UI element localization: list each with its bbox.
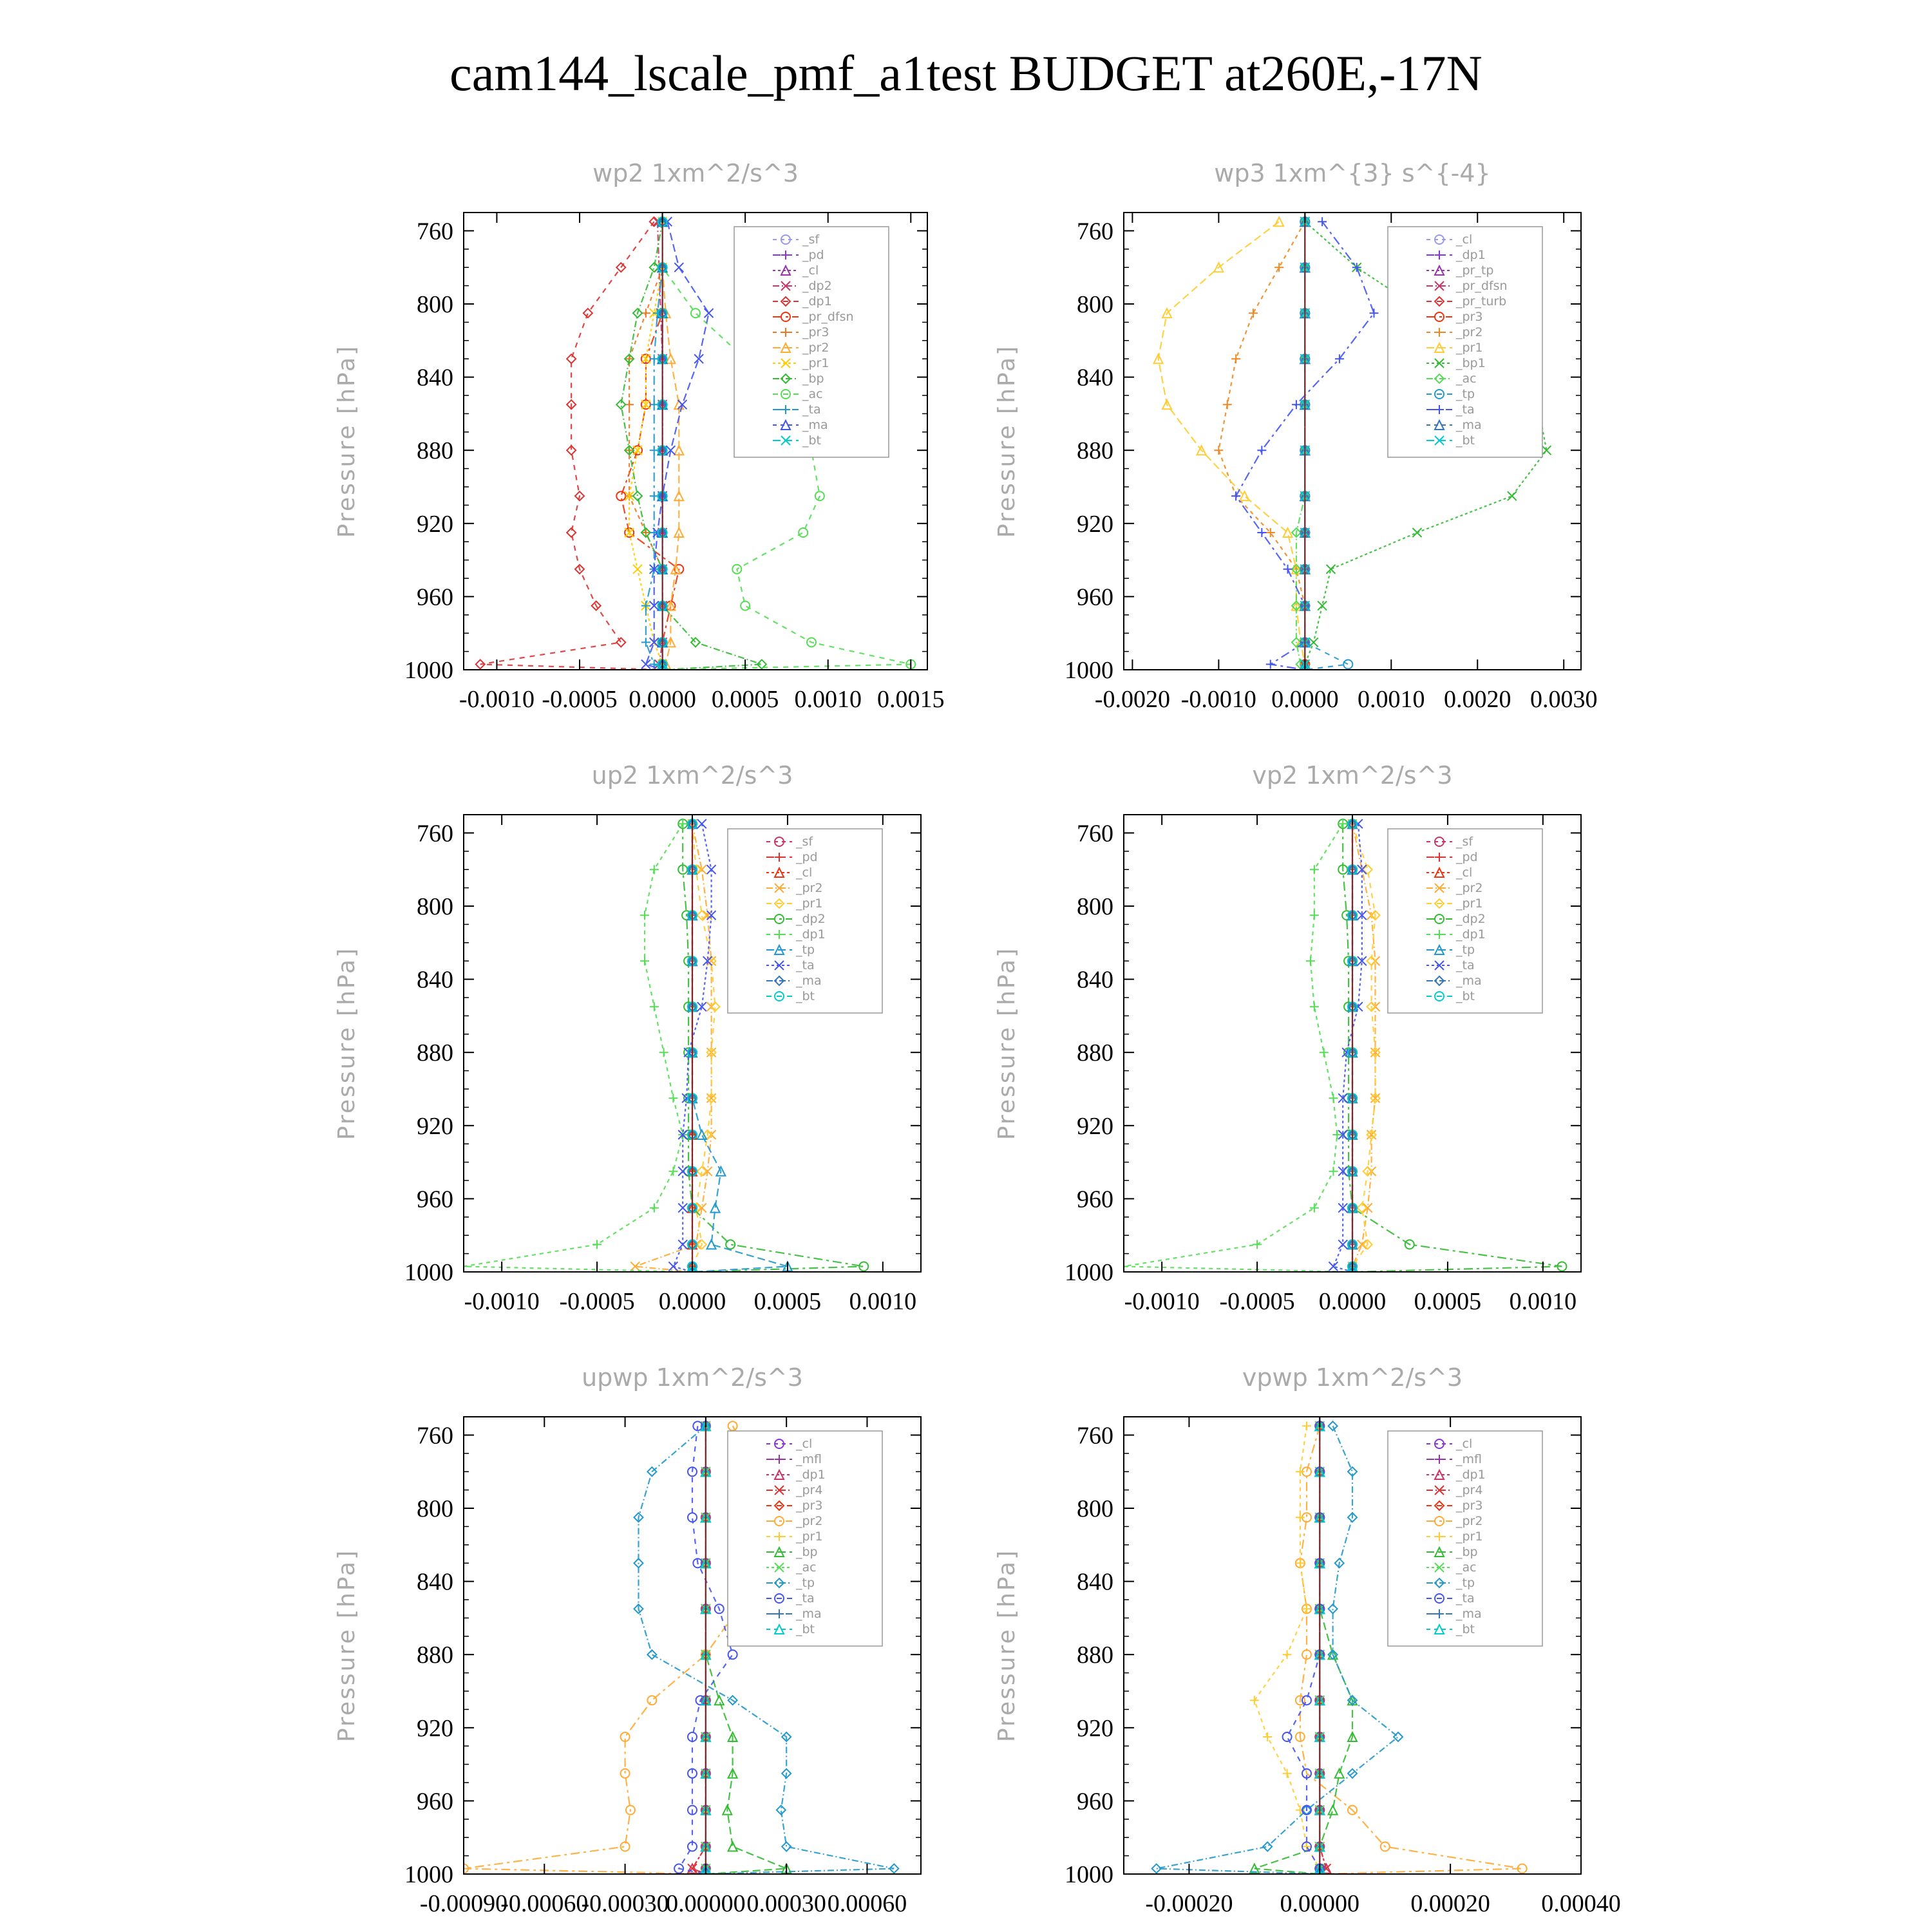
series-line_pr2	[635, 824, 711, 1272]
y-tick-label: 960	[1077, 583, 1113, 611]
x-tick-label: 0.0010	[849, 1288, 917, 1315]
x-tick-label: -0.00060	[500, 1890, 589, 1917]
panel-title: upwp 1xm^2/s^3	[582, 1363, 803, 1392]
legend-label: _ac	[802, 387, 823, 401]
legend-label: _pr3	[1456, 1499, 1483, 1513]
data-point_dp1	[650, 1204, 659, 1213]
legend-label: _bt	[1456, 989, 1475, 1003]
data-point_pr1	[1302, 1421, 1311, 1430]
y-tick-label: 960	[417, 1788, 453, 1815]
series-line_pr1	[1159, 222, 1305, 670]
data-point_ta	[1257, 528, 1266, 537]
legend-label: _sf	[802, 232, 820, 247]
data-point_ac	[641, 638, 650, 647]
x-tick-label: -0.0005	[1219, 1288, 1295, 1315]
y-axis-label: Pressure [hPa]	[994, 946, 1020, 1141]
data-point_pr2	[1223, 400, 1232, 409]
legend-label: _pr2	[796, 881, 823, 895]
data-point_ta	[697, 819, 706, 828]
x-tick-label: 0.0005	[1414, 1288, 1482, 1315]
y-tick-label: 880	[417, 437, 453, 465]
panel-title: vp2 1xm^2/s^3	[1252, 761, 1453, 790]
legend-label: _cl	[796, 1437, 813, 1451]
legend-label: _dp1	[796, 1468, 826, 1482]
y-tick-label: 920	[417, 510, 453, 538]
y-tick-label: 800	[1077, 893, 1113, 920]
legend-label: _dp1	[1456, 248, 1486, 262]
x-tick-label: 0.00060	[827, 1890, 907, 1917]
legend-label: _pr2	[1456, 881, 1483, 895]
legend-label: _pr1	[1456, 896, 1483, 911]
legend-label: _bt	[796, 1622, 815, 1636]
y-tick-label: 880	[417, 1039, 453, 1067]
data-point_bp1	[1327, 565, 1336, 574]
x-tick-label: 0.00040	[1541, 1890, 1621, 1917]
y-tick-label: 920	[1077, 510, 1113, 538]
y-tick-label: 800	[417, 291, 453, 318]
series-line_dp1	[464, 824, 692, 1272]
series-line_pr2	[464, 1426, 759, 1874]
y-axis-label: Pressure [hPa]	[334, 1548, 360, 1743]
series-line_tp	[1157, 1426, 1398, 1874]
legend-label: _pr2	[1456, 1514, 1483, 1528]
legend-label: _pr1	[1456, 341, 1483, 355]
legend-label: _pr3	[802, 325, 829, 339]
legend-label: _mfl	[796, 1452, 822, 1466]
y-tick-label: 840	[417, 966, 453, 994]
y-tick-label: 800	[417, 893, 453, 920]
legend-label: _bp	[802, 372, 824, 386]
y-tick-label: 800	[1077, 1495, 1113, 1522]
y-tick-label: 840	[1077, 966, 1113, 994]
data-point_dp1	[650, 1002, 659, 1011]
y-tick-label: 1000	[404, 1259, 453, 1286]
legend-label: _pr_dfsn	[802, 310, 854, 324]
legend-label: _dp2	[796, 912, 826, 926]
data-point_bp	[1335, 1769, 1344, 1778]
data-point_ta	[678, 1240, 687, 1249]
data-point_dp1	[616, 638, 625, 647]
data-point_ta	[668, 1262, 677, 1271]
data-point_pr1	[633, 565, 642, 574]
panel-title: up2 1xm^2/s^3	[591, 761, 793, 790]
data-point_pr2	[1358, 1240, 1367, 1249]
panel-wp3	[994, 159, 1597, 713]
x-tick-label: -0.0010	[459, 686, 535, 713]
y-tick-label: 760	[417, 1422, 453, 1450]
y-tick-label: 800	[417, 1495, 453, 1522]
x-tick-label: 0.0000	[629, 686, 696, 713]
panel-vp2	[994, 761, 1581, 1315]
legend-label: _bt	[802, 433, 822, 448]
legend-label: _dp1	[802, 294, 832, 308]
data-point_dp1	[1253, 1240, 1262, 1249]
y-tick-label: 840	[417, 364, 453, 392]
x-tick-label: -0.00090	[419, 1890, 508, 1917]
legend-label: _ta	[1456, 1591, 1475, 1605]
data-point_tp	[1329, 1421, 1338, 1430]
data-point_pr1	[1283, 1769, 1292, 1778]
data-point_bp1	[1508, 491, 1517, 500]
data-point_bp	[728, 1842, 737, 1851]
x-tick-label: 0.0030	[1530, 686, 1598, 713]
data-point_pr2	[1274, 263, 1283, 272]
legend-label: _pr1	[796, 1530, 823, 1544]
legend-label: _pr4	[796, 1483, 823, 1497]
legend-label: _mfl	[1456, 1452, 1482, 1466]
data-point_tp	[707, 1240, 716, 1249]
y-tick-label: 880	[417, 1642, 453, 1669]
y-tick-label: 920	[417, 1714, 453, 1742]
x-tick-label: -0.00020	[1145, 1890, 1233, 1917]
legend	[728, 829, 882, 1013]
legend-label: _cl	[802, 263, 819, 278]
legend-label: _ma	[796, 974, 822, 988]
data-point_dp1	[1310, 1002, 1319, 1011]
y-tick-label: 960	[417, 1186, 453, 1213]
y-tick-label: 760	[1077, 218, 1113, 245]
legend-label: _bp1	[1456, 356, 1486, 370]
y-tick-label: 840	[417, 1568, 453, 1596]
panel-upwp	[334, 1363, 921, 1917]
data-point_dp1	[1329, 1094, 1338, 1103]
x-tick-label: 0.0005	[711, 686, 779, 713]
data-point_dp1	[640, 956, 649, 965]
y-tick-label: 800	[1077, 291, 1113, 318]
data-point_ta	[1302, 1696, 1311, 1705]
legend-label: _bp	[796, 1545, 818, 1559]
legend-label: _ma	[1456, 418, 1482, 432]
legend	[1388, 1431, 1542, 1646]
y-tick-label: 1000	[404, 1861, 453, 1888]
data-point_ta	[641, 659, 650, 668]
x-tick-label: 0.0000	[1318, 1288, 1387, 1315]
y-tick-label: 1000	[1065, 1861, 1113, 1888]
data-point_bp1	[1318, 601, 1327, 611]
y-axis-label: Pressure [hPa]	[334, 344, 360, 538]
legend-label: _ma	[1456, 1607, 1482, 1621]
data-point_tp	[697, 1130, 706, 1139]
figure-title: cam144_lscale_pmf_a1test BUDGET at260E,-17N	[450, 45, 1482, 101]
data-point_dp1	[1310, 911, 1319, 920]
legend-label: _tp	[796, 1576, 815, 1590]
legend-label: _pr2	[1456, 325, 1483, 339]
legend-label: _pr4	[1456, 1483, 1483, 1497]
legend	[1388, 829, 1542, 1013]
y-tick-label: 760	[417, 820, 453, 848]
legend-label: _tp	[796, 943, 815, 957]
data-point_dp1	[659, 1048, 668, 1057]
legend-label: _dp1	[1456, 1468, 1486, 1482]
x-tick-label: 0.00000	[666, 1890, 746, 1917]
data-point_ta	[674, 263, 683, 272]
legend-label: _pd	[1456, 850, 1478, 864]
legend-label: _tp	[1456, 387, 1475, 401]
y-tick-label: 920	[1077, 1112, 1113, 1140]
legend-label: _cl	[1456, 1437, 1473, 1451]
data-point_tp	[711, 1204, 720, 1213]
legend-label: _ac	[1456, 372, 1477, 386]
legend-label: _pd	[802, 248, 824, 262]
legend-label: _ta	[1456, 958, 1475, 972]
data-point_pr1	[1263, 1732, 1272, 1741]
x-tick-label: -0.0005	[542, 686, 618, 713]
x-tick-label: -0.0005	[559, 1288, 635, 1315]
y-tick-label: 880	[1077, 1039, 1113, 1067]
legend-label: _ma	[796, 1607, 822, 1621]
x-tick-label: 0.0010	[1509, 1288, 1577, 1315]
panel-wp2	[334, 159, 945, 713]
data-point_bp	[715, 1696, 724, 1705]
y-tick-label: 760	[1077, 820, 1113, 848]
legend-label: _pr3	[796, 1499, 823, 1513]
data-point_pr2	[1249, 308, 1258, 317]
legend-label: _pr1	[1456, 1530, 1483, 1544]
panel-up2	[334, 761, 921, 1315]
data-point_ta	[1283, 1732, 1292, 1741]
data-point_dp1	[650, 865, 659, 874]
x-tick-label: 0.0000	[658, 1288, 726, 1315]
legend-label: _ac	[1456, 1560, 1477, 1575]
data-point_ta	[1329, 1262, 1338, 1271]
x-tick-label: 0.0015	[877, 686, 945, 713]
data-point_pr1	[1274, 217, 1283, 226]
y-tick-label: 960	[1077, 1186, 1113, 1213]
data-point_bp1	[1412, 528, 1421, 537]
data-point_dp1	[567, 354, 576, 363]
data-point_dp1	[668, 1094, 677, 1103]
y-tick-label: 920	[1077, 1714, 1113, 1742]
y-tick-label: 1000	[1065, 1259, 1113, 1286]
legend-label: _cl	[1456, 232, 1473, 247]
data-point_dp1	[1306, 956, 1315, 965]
x-tick-label: -0.0020	[1094, 686, 1170, 713]
data-point_ta	[1266, 659, 1275, 668]
panel-vpwp	[994, 1363, 1621, 1917]
legend-label: _pr2	[802, 341, 829, 355]
legend-label: _pr_dfsn	[1456, 279, 1508, 293]
data-point_ta	[1292, 400, 1301, 409]
legend-label: _pd	[796, 850, 818, 864]
legend-label: _ta	[1456, 402, 1475, 417]
legend-label: _bt	[1456, 1622, 1475, 1636]
legend	[1388, 227, 1542, 457]
x-tick-label: 0.00000	[1280, 1890, 1360, 1917]
legend-label: _ta	[802, 402, 821, 417]
y-tick-label: 840	[1077, 1568, 1113, 1596]
legend-label: _pr1	[796, 896, 823, 911]
data-point_pr1	[1283, 1650, 1292, 1659]
y-tick-label: 1000	[404, 657, 453, 684]
panel-title: vpwp 1xm^2/s^3	[1242, 1363, 1463, 1392]
data-point_bp	[691, 308, 700, 317]
data-point_dp1	[583, 308, 592, 317]
legend-label: _bt	[1456, 433, 1475, 448]
legend-label: _pr_turb	[1456, 294, 1507, 308]
data-point_ta	[678, 1167, 687, 1176]
legend-label: _sf	[1456, 835, 1473, 849]
x-tick-label: -0.0010	[464, 1288, 540, 1315]
data-point_ta	[1231, 491, 1240, 500]
series-line_dp1	[1124, 824, 1352, 1272]
panel-title: wp3 1xm^{3} s^{-4}	[1214, 159, 1491, 187]
data-point_pr2	[621, 1769, 630, 1778]
legend-label: _dp2	[1456, 912, 1486, 926]
legend-label: _pr3	[1456, 310, 1483, 324]
legend-label: _tp	[1456, 1576, 1475, 1590]
data-point_dp1	[1320, 1048, 1329, 1057]
data-point_ta	[728, 1650, 737, 1659]
series-line_pr2	[1218, 222, 1305, 670]
data-point_dp1	[1310, 1204, 1319, 1213]
x-tick-label: -0.00030	[581, 1890, 669, 1917]
legend-label: _dp2	[802, 279, 832, 293]
x-tick-label: 0.00030	[746, 1890, 826, 1917]
data-point_pr2	[647, 1696, 656, 1705]
legend-label: _tp	[1456, 943, 1475, 957]
data-point_dp1	[592, 1240, 601, 1249]
legend-label: _dp1	[1456, 927, 1486, 942]
legend-label: _cl	[1456, 866, 1473, 880]
x-tick-label: 0.0005	[753, 1288, 822, 1315]
panel-title: wp2 1xm^2/s^3	[592, 159, 799, 187]
series-line_ta	[646, 222, 709, 670]
y-tick-label: 880	[1077, 437, 1113, 465]
x-tick-label: 0.00020	[1410, 1890, 1490, 1917]
y-axis-label: Pressure [hPa]	[994, 1548, 1020, 1743]
data-point_pr1	[1250, 1696, 1259, 1705]
legend-label: _pr_tp	[1456, 263, 1494, 278]
legend	[728, 1431, 882, 1646]
y-tick-label: 760	[417, 218, 453, 245]
x-tick-label: -0.0010	[1124, 1288, 1200, 1315]
y-tick-label: 880	[1077, 1642, 1113, 1669]
y-tick-label: 760	[1077, 1422, 1113, 1450]
y-tick-label: 1000	[1065, 657, 1113, 684]
legend	[734, 227, 889, 457]
data-point_bp	[799, 528, 808, 537]
y-axis-label: Pressure [hPa]	[994, 344, 1020, 538]
data-point_tp	[647, 1650, 656, 1659]
legend-label: _sf	[796, 835, 813, 849]
data-point_dp1	[1329, 1167, 1338, 1176]
legend-label: _ac	[796, 1560, 817, 1575]
data-point_pr2	[1214, 446, 1223, 455]
data-point_ta	[678, 1204, 687, 1213]
data-point_dp1	[1310, 865, 1319, 874]
panels	[334, 159, 1621, 1917]
y-tick-label: 920	[417, 1112, 453, 1140]
data-point_dp1	[668, 1167, 677, 1176]
data-point_pr2	[1231, 354, 1240, 363]
legend-label: _bt	[796, 989, 815, 1003]
data-point_bp	[1329, 1806, 1338, 1815]
data-point_tp	[1343, 659, 1352, 668]
data-point_bp	[741, 601, 750, 611]
legend-label: _ta	[796, 1591, 815, 1605]
y-axis-label: Pressure [hPa]	[334, 946, 360, 1141]
legend-label: _cl	[796, 866, 813, 880]
legend-label: _pr1	[802, 356, 829, 370]
legend-label: _ma	[1456, 974, 1482, 988]
x-tick-label: 0.0000	[1271, 686, 1339, 713]
y-tick-label: 960	[417, 583, 453, 611]
legend-label: _bp	[1456, 1545, 1478, 1559]
legend-label: _pr2	[796, 1514, 823, 1528]
y-tick-label: 960	[1077, 1788, 1113, 1815]
data-point_dp1	[640, 911, 649, 920]
y-tick-label: 840	[1077, 364, 1113, 392]
x-tick-label: 0.0010	[1358, 686, 1425, 713]
legend-label: _ma	[802, 418, 828, 432]
x-tick-label: 0.0020	[1443, 686, 1511, 713]
x-tick-label: 0.0010	[794, 686, 862, 713]
x-tick-label: -0.0010	[1180, 686, 1256, 713]
data-point_ta	[1283, 565, 1293, 574]
series-line_tp	[1305, 222, 1348, 670]
legend-label: _ta	[796, 958, 815, 972]
legend-label: _dp1	[796, 927, 826, 942]
